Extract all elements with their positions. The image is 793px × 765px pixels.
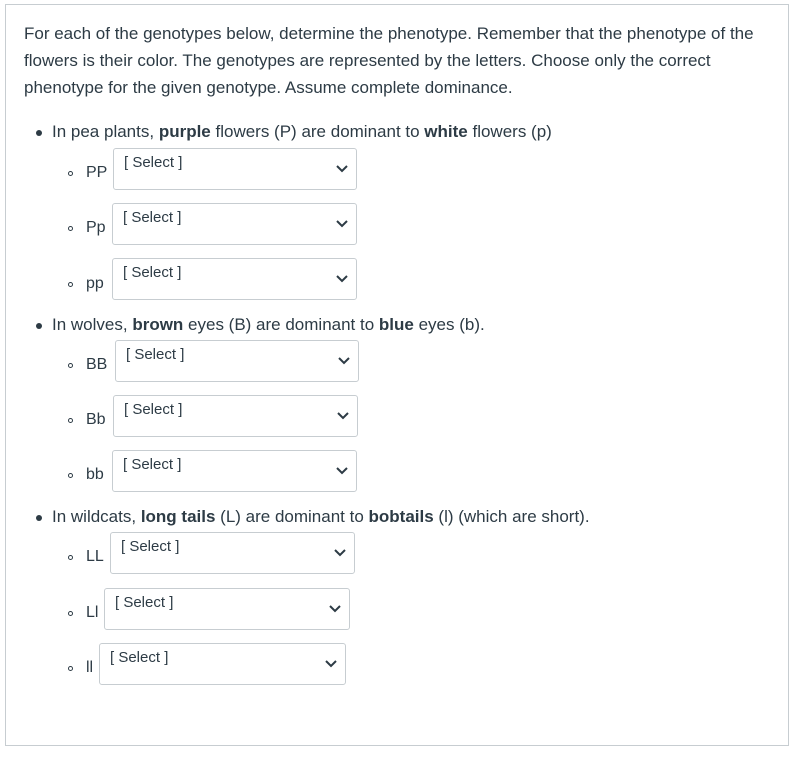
sub-bullet bbox=[68, 555, 73, 560]
phenotype-select-ll-hetero[interactable] bbox=[104, 588, 350, 630]
select-placeholder: [ Select ] bbox=[126, 346, 185, 363]
phenotype-select-pp-hetero[interactable] bbox=[112, 203, 357, 245]
bullet bbox=[36, 515, 42, 521]
phenotype-select-bb-upper[interactable] bbox=[115, 340, 359, 382]
sub-bullet bbox=[68, 611, 73, 616]
chevron-down-icon bbox=[336, 275, 348, 283]
phenotype-select-ll-lower[interactable] bbox=[99, 643, 346, 685]
sub-bullet bbox=[68, 418, 73, 423]
chevron-down-icon bbox=[338, 357, 350, 365]
sub-bullet bbox=[68, 282, 73, 287]
phenotype-select-bb-hetero[interactable] bbox=[113, 395, 358, 437]
chevron-down-icon bbox=[336, 165, 348, 173]
bullet bbox=[36, 323, 42, 329]
sub-bullet bbox=[68, 171, 73, 176]
genotype-label: Ll bbox=[86, 604, 99, 621]
question-wildcats: In wildcats, long tails (L) are dominant to bobtails (l) (which are short). bbox=[52, 507, 590, 526]
genotype-label: BB bbox=[86, 356, 108, 373]
genotype-label: bb bbox=[86, 466, 104, 483]
chevron-down-icon bbox=[325, 660, 337, 668]
phenotype-select-pp-upper[interactable] bbox=[113, 148, 357, 190]
select-placeholder: [ Select ] bbox=[115, 594, 174, 611]
select-placeholder: [ Select ] bbox=[123, 264, 182, 281]
bullet bbox=[36, 130, 42, 136]
chevron-down-icon bbox=[336, 467, 348, 475]
genotype-label: ll bbox=[86, 659, 94, 676]
chevron-down-icon bbox=[337, 412, 349, 420]
chevron-down-icon bbox=[336, 220, 348, 228]
genotype-label: Bb bbox=[86, 411, 106, 428]
question-wolves: In wolves, brown eyes (B) are dominant to blue eyes (b). bbox=[52, 315, 485, 334]
sub-bullet bbox=[68, 226, 73, 231]
select-placeholder: [ Select ] bbox=[124, 401, 183, 418]
select-placeholder: [ Select ] bbox=[124, 154, 183, 171]
genotype-label: PP bbox=[86, 164, 108, 181]
genotype-label: pp bbox=[86, 275, 104, 292]
sub-bullet bbox=[68, 473, 73, 478]
phenotype-select-ll-upper[interactable] bbox=[110, 532, 355, 574]
phenotype-select-bb-lower[interactable] bbox=[112, 450, 357, 492]
genotype-label: LL bbox=[86, 548, 104, 565]
question-instructions: For each of the genotypes below, determine the phenotype. Remember that the phenotype of the flowers is their color. The genotypes are represented by the letters. Choose only the correct phenotype for the given genotype. Assume complete dominance. bbox=[24, 24, 754, 97]
question-pea-plants: In pea plants, purple flowers (P) are dominant to white flowers (p) bbox=[52, 122, 552, 141]
genotype-label: Pp bbox=[86, 219, 106, 236]
select-placeholder: [ Select ] bbox=[123, 209, 182, 226]
select-placeholder: [ Select ] bbox=[110, 649, 169, 666]
sub-bullet bbox=[68, 363, 73, 368]
sub-bullet bbox=[68, 666, 73, 671]
chevron-down-icon bbox=[329, 605, 341, 613]
select-placeholder: [ Select ] bbox=[121, 538, 180, 555]
phenotype-select-pp-lower[interactable] bbox=[112, 258, 357, 300]
chevron-down-icon bbox=[334, 549, 346, 557]
select-placeholder: [ Select ] bbox=[123, 456, 182, 473]
